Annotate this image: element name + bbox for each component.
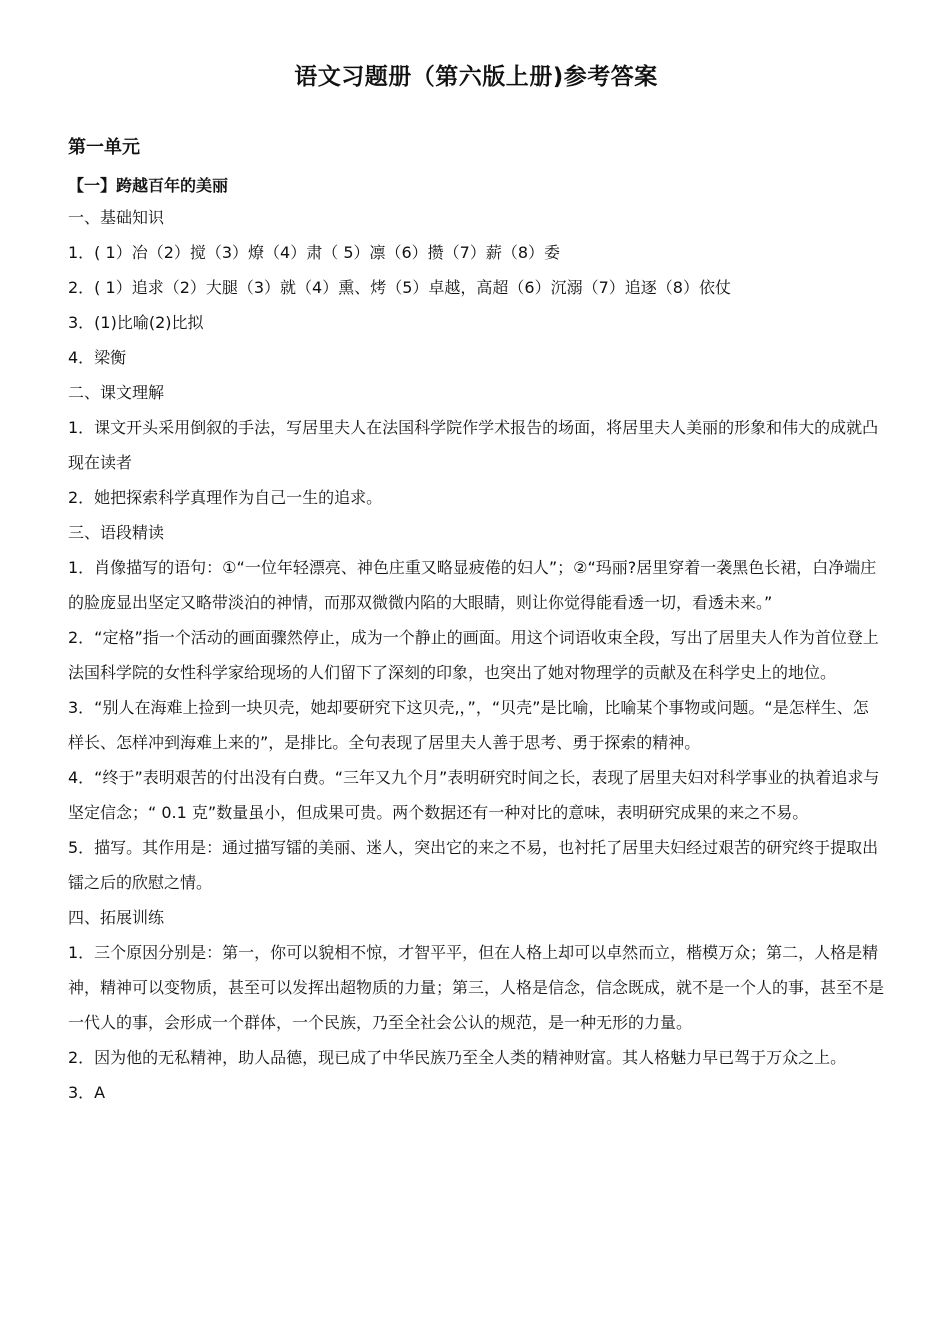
section-heading: 二、课文理解: [68, 383, 165, 402]
section-text-understanding: [68, 375, 884, 515]
section-basic-knowledge: [68, 200, 884, 375]
answer-item: 3．(1)比喻(2)比拟: [68, 313, 204, 332]
unit-heading: 第一单元: [68, 137, 140, 158]
section-close-reading: [68, 515, 884, 900]
lesson-heading: 【一】跨越百年的美丽: [68, 176, 229, 195]
answer-item: 2．“定格”指一个活动的画面骤然停止，成为一个静止的画面。用这个词语收束全段，写出了居里夫人作为首位登上法国科学院的女性科学家给现场的人们留下了深刻的印象，也突出了她对物理学的贡献及在科学史上的地位。: [68, 628, 879, 682]
answer-item: 5．描写。其作用是：通过描写镭的美丽、迷人，突出它的来之不易，也衬托了居里夫妇经过艰苦的研究终于提取出镭之后的欣慰之情。: [68, 838, 879, 892]
answer-item: 1．三个原因分别是：第一，你可以貌相不惊，才智平平，但在人格上却可以卓然而立，楷模万众；第二，人格是精神，精神可以变物质，甚至可以发挥出超物质的力量；第三，人格是信念，信念既成，就不是一个人的事，甚至不是一代人的事，会形成一个群体，一个民族，乃至全社会公认的规范，是一种无形的力量。: [68, 943, 885, 1032]
section-heading: 四、拓展训练: [68, 908, 165, 927]
answer-item: 1．课文开头采用倒叙的手法，写居里夫人在法国科学院作学术报告的场面，将居里夫人美丽的形象和伟大的成就凸现在读者: [68, 418, 879, 472]
answer-item: 4．“终于”表明艰苦的付出没有白费。“三年又九个月”表明研究时间之长，表现了居里夫妇对科学事业的执着追求与坚定信念；“ 0.1 克”数量虽小，但成果可贵。两个数据还有一种对比的意味，表明研究成果的来之不易。: [68, 768, 880, 822]
answer-item: 4．梁衡: [68, 348, 127, 367]
answer-item: 2．因为他的无私精神，助人品德，现已成了中华民族乃至全人类的精神财富。其人格魅力早已驾于万众之上。: [68, 1048, 847, 1067]
section-heading: 一、基础知识: [68, 208, 165, 227]
answer-item: 1．肖像描写的语句：①“一位年轻漂亮、神色庄重又略显疲倦的妇人”；②“玛丽?居里穿着一袭黑色长裙，白净端庄的脸庞显出坚定又略带淡泊的神情，而那双微微内陷的大眼睛，则让你觉得能看透一切，看透未来。”: [68, 558, 877, 612]
document-title: 语文习题册（第六版上册)参考答案: [294, 64, 658, 90]
answer-item: 2．( 1）追求（2）大腿（3）就（4）熏、烤（5）卓越，高超（6）沉溺（7）追逐（8）依仗: [68, 278, 731, 297]
answer-item: 3．“别人在海难上捡到一块贝壳，她却要研究下这贝壳,，”，“贝壳”是比喻，比喻某个事物或问题。“是怎样生、怎样长、怎样冲到海难上来的”，是排比。全句表现了居里夫人善于思考、勇于探索的精神。: [68, 698, 869, 752]
answer-item: 1．( 1）冶（2）搅（3）燎（4）肃（ 5）凛（6）攒（7）薪（8）委: [68, 243, 561, 262]
answer-item: 3．A: [68, 1083, 106, 1102]
answer-item: 2．她把探索科学真理作为自己一生的追求。: [68, 488, 383, 507]
section-extension-training: [68, 900, 884, 1110]
section-heading: 三、语段精读: [68, 523, 165, 542]
